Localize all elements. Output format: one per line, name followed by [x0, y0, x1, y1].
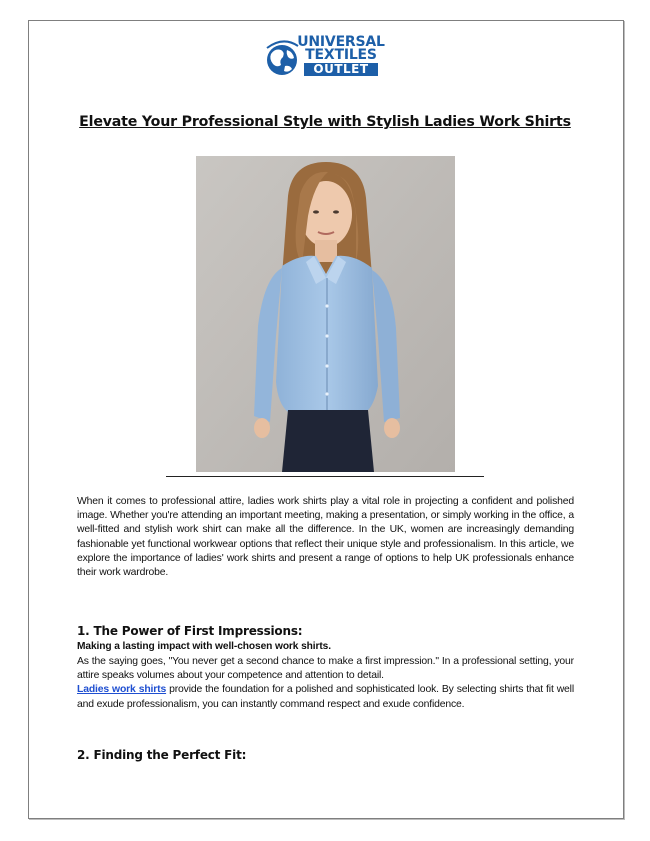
section-1-subheading: Making a lasting impact with well-chosen work shirts.: [77, 641, 331, 652]
globe-icon: [265, 38, 299, 78]
section-1-heading: 1. The Power of First Impressions:: [77, 624, 303, 638]
intro-paragraph: When it comes to professional attire, ladies work shirts play a vital role in projecting a confident and polished image. Whether you're attending an important meeting, making a presentation, or simply working in the office, a well-fitted and stylish work shirt can make all the difference. In the UK, women are increasingly demanding fashionable yet functional workwear options that reflect their unique style and professionalism. In this article, we explore the importance of ladies' work shirts and present a range of options to help UK professionals enhance their work wardrobe.: [77, 496, 574, 579]
logo-line-2: TEXTILES: [305, 47, 377, 63]
article-title: Elevate Your Professional Style with Stylish Ladies Work Shirts: [79, 114, 571, 130]
section-1-text-after-link: provide the foundation for a polished and sophisticated look. By selecting shirts that fit well and exude professionalism, you can instantly command respect and exude confidence.: [77, 684, 574, 710]
section-1-paragraph: [77, 655, 574, 712]
ladies-work-shirts-link[interactable]: Ladies work shirts: [77, 684, 167, 696]
photo-divider: [166, 476, 484, 477]
brand-logo: [265, 34, 387, 80]
article-photo: [196, 156, 455, 472]
logo-line-3: OUTLET: [304, 63, 378, 76]
section-1-text-before-link: As the saying goes, "You never get a second chance to make a first impression." In a professional setting, your attire speaks volumes about your competence and attention to detail.: [77, 656, 574, 682]
section-2-heading: 2. Finding the Perfect Fit:: [77, 748, 247, 762]
logo-line-1: UNIVERSAL: [297, 34, 385, 50]
